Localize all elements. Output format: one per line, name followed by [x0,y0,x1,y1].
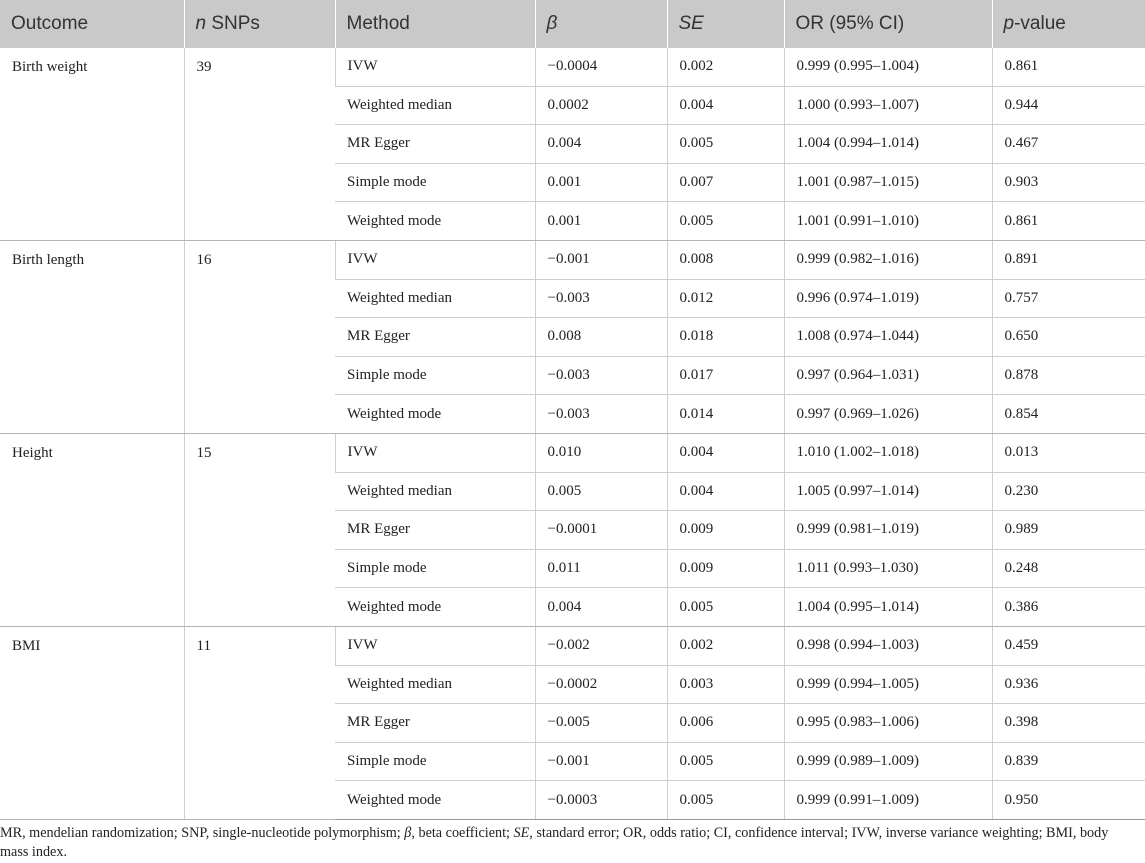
cell-beta: 0.008 [535,318,667,357]
cell-beta: −0.0003 [535,781,667,820]
cell-beta: −0.0001 [535,511,667,550]
header-n-rest: SNPs [206,13,260,34]
cell-or-ci: 0.999 (0.981–1.019) [784,511,992,550]
cell-method: Simple mode [335,742,535,781]
cell-n-snps: 16 [184,240,335,433]
cell-n-snps: 39 [184,48,335,240]
table-row [0,240,1145,279]
cell-se: 0.009 [667,511,784,550]
cell-p-value: 0.459 [992,626,1145,665]
cell-se: 0.018 [667,318,784,357]
cell-p-value: 0.386 [992,588,1145,627]
cell-method: MR Egger [335,511,535,550]
cell-method: IVW [335,240,535,279]
cell-beta: −0.003 [535,356,667,395]
cell-or-ci: 0.999 (0.994–1.005) [784,665,992,704]
cell-or-ci: 0.999 (0.982–1.016) [784,240,992,279]
cell-or-ci: 1.004 (0.994–1.014) [784,125,992,164]
cell-se: 0.014 [667,395,784,434]
cell-beta: 0.001 [535,202,667,241]
cell-or-ci: 0.999 (0.989–1.009) [784,742,992,781]
table-row [0,626,1145,665]
cell-n-snps: 15 [184,433,335,626]
cell-outcome: Birth weight [0,48,184,240]
cell-method: Simple mode [335,163,535,202]
header-p-rest: -value [1014,13,1066,34]
footnote-text-2: , beta coefficient; [411,825,514,841]
cell-se: 0.005 [667,742,784,781]
cell-method: Simple mode [335,356,535,395]
cell-se: 0.007 [667,163,784,202]
cell-or-ci: 1.008 (0.974–1.044) [784,318,992,357]
cell-outcome: Birth length [0,240,184,433]
cell-beta: −0.003 [535,279,667,318]
cell-p-value: 0.854 [992,395,1145,434]
table-body [0,48,1145,819]
cell-method: Weighted median [335,279,535,318]
cell-p-value: 0.861 [992,202,1145,241]
cell-or-ci: 0.999 (0.991–1.009) [784,781,992,820]
footnote-se-label: SE [513,825,530,841]
cell-p-value: 0.878 [992,356,1145,395]
cell-se: 0.003 [667,665,784,704]
header-p-italic: p [1003,13,1015,34]
cell-beta: −0.002 [535,626,667,665]
cell-method: Weighted median [335,86,535,125]
cell-beta: 0.010 [535,433,667,472]
footnote-text-3: , standard error; OR, odds ratio; CI, confidence interval; IVW, inverse variance weighting; BMI, body mass index. [0,825,1109,860]
cell-se: 0.004 [667,433,784,472]
cell-method: Weighted mode [335,588,535,627]
cell-n-snps: 11 [184,626,335,819]
cell-beta: −0.0002 [535,665,667,704]
cell-p-value: 0.650 [992,318,1145,357]
cell-method: MR Egger [335,704,535,743]
cell-se: 0.005 [667,588,784,627]
cell-p-value: 0.861 [992,48,1145,86]
cell-se: 0.006 [667,704,784,743]
cell-method: Weighted median [335,665,535,704]
cell-se: 0.012 [667,279,784,318]
cell-method: IVW [335,433,535,472]
cell-method: Weighted median [335,472,535,511]
cell-se: 0.002 [667,48,784,86]
cell-se: 0.005 [667,781,784,820]
cell-method: Simple mode [335,549,535,588]
header-beta [535,0,667,48]
cell-beta: 0.004 [535,588,667,627]
cell-or-ci: 1.011 (0.993–1.030) [784,549,992,588]
cell-or-ci: 0.996 (0.974–1.019) [784,279,992,318]
cell-method: Weighted mode [335,781,535,820]
cell-se: 0.008 [667,240,784,279]
cell-beta: −0.001 [535,240,667,279]
cell-beta: −0.005 [535,704,667,743]
footnote-beta-symbol: β [404,825,412,841]
cell-method: MR Egger [335,125,535,164]
cell-p-value: 0.989 [992,511,1145,550]
cell-se: 0.005 [667,125,784,164]
cell-beta: −0.003 [535,395,667,434]
header-outcome: Outcome [0,0,184,48]
cell-beta: 0.004 [535,125,667,164]
cell-beta: −0.0004 [535,48,667,86]
cell-method: IVW [335,48,535,86]
cell-p-value: 0.950 [992,781,1145,820]
cell-or-ci: 1.001 (0.987–1.015) [784,163,992,202]
cell-or-ci: 0.998 (0.994–1.003) [784,626,992,665]
cell-beta: 0.001 [535,163,667,202]
cell-or-ci: 0.995 (0.983–1.006) [784,704,992,743]
footnote-text-1: MR, mendelian randomization; SNP, single-nucleotide polymorphism; [0,825,405,841]
cell-or-ci: 1.001 (0.991–1.010) [784,202,992,241]
header-se-label: SE [678,13,704,34]
table-row [0,48,1145,86]
cell-se: 0.005 [667,202,784,241]
cell-p-value: 0.944 [992,86,1145,125]
cell-method: Weighted mode [335,395,535,434]
cell-beta: 0.0002 [535,86,667,125]
cell-p-value: 0.398 [992,704,1145,743]
cell-method: IVW [335,626,535,665]
header-n-snps [184,0,335,48]
cell-outcome: BMI [0,626,184,819]
header-beta-symbol: β [546,13,558,34]
cell-or-ci: 0.997 (0.964–1.031) [784,356,992,395]
cell-se: 0.004 [667,86,784,125]
cell-method: Weighted mode [335,202,535,241]
cell-or-ci: 0.999 (0.995–1.004) [784,48,992,86]
cell-or-ci: 0.997 (0.969–1.026) [784,395,992,434]
cell-p-value: 0.230 [992,472,1145,511]
cell-or-ci: 1.000 (0.993–1.007) [784,86,992,125]
cell-outcome: Height [0,433,184,626]
cell-se: 0.002 [667,626,784,665]
cell-beta: −0.001 [535,742,667,781]
cell-se: 0.017 [667,356,784,395]
header-row [0,0,1145,48]
cell-or-ci: 1.004 (0.995–1.014) [784,588,992,627]
table-footnote [0,824,1140,862]
header-method: Method [335,0,535,48]
cell-se: 0.004 [667,472,784,511]
table-row [0,433,1145,472]
cell-method: MR Egger [335,318,535,357]
cell-p-value: 0.467 [992,125,1145,164]
cell-beta: 0.005 [535,472,667,511]
cell-p-value: 0.891 [992,240,1145,279]
header-se [667,0,784,48]
cell-p-value: 0.013 [992,433,1145,472]
cell-p-value: 0.936 [992,665,1145,704]
header-or-ci: OR (95% CI) [784,0,992,48]
cell-p-value: 0.839 [992,742,1145,781]
cell-p-value: 0.248 [992,549,1145,588]
cell-or-ci: 1.010 (1.002–1.018) [784,433,992,472]
header-p-value [992,0,1145,48]
cell-p-value: 0.903 [992,163,1145,202]
cell-beta: 0.011 [535,549,667,588]
cell-p-value: 0.757 [992,279,1145,318]
header-n-italic: n [195,13,207,34]
cell-se: 0.009 [667,549,784,588]
cell-or-ci: 1.005 (0.997–1.014) [784,472,992,511]
